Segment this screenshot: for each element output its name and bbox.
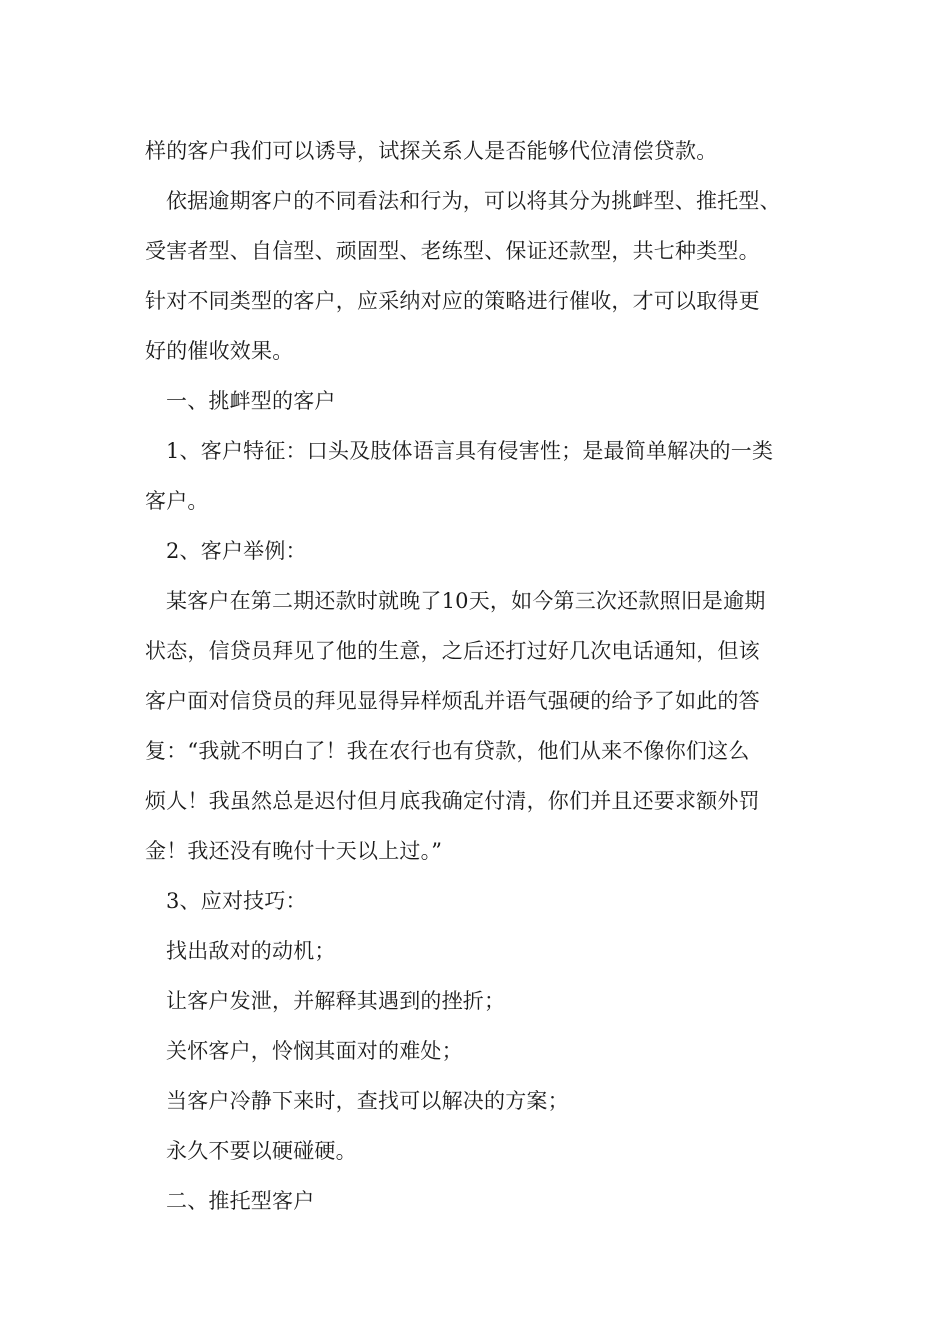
paragraph-line: 烦人！我虽然总是迟付但月底我确定付清，你们并且还要求额外罚 [145, 789, 760, 813]
paragraph-line: 受害者型、自信型、顽固型、老练型、保证还款型，共七种类型。 [145, 239, 760, 263]
paragraph-line: 针对不同类型的客户，应采纳对应的策略进行催收，才可以取得更 [145, 289, 760, 313]
paragraph-line: 客户面对信贷员的拜见显得异样烦乱并语气强硬的给予了如此的答 [145, 689, 760, 713]
list-item: 关怀客户，怜悯其面对的难处； [166, 1039, 463, 1063]
paragraph-line: 好的催收效果。 [145, 339, 294, 363]
paragraph-line: 某客户在第二期还款时就晚了10天，如今第三次还款照旧是逾期 [166, 589, 766, 613]
list-item: 找出敌对的动机； [166, 939, 336, 963]
paragraph-line: 客户。 [145, 489, 209, 513]
subheading: 3、应对技巧： [166, 889, 307, 913]
section-heading: 二、推托型客户 [166, 1189, 315, 1213]
paragraph-line: 1、客户特征：口头及肢体语言具有侵害性；是最简单解决的一类 [166, 439, 774, 463]
list-item: 永久不要以硬碰硬。 [166, 1139, 357, 1163]
paragraph-line: 状态，信贷员拜见了他的生意，之后还打过好几次电话通知，但该 [145, 639, 760, 663]
list-item: 让客户发泄，并解释其遇到的挫折； [166, 989, 506, 1013]
paragraph-line: 金！我还没有晚付十天以上过。” [145, 839, 443, 863]
paragraph-line: 样的客户我们可以诱导，试探关系人是否能够代位清偿贷款。 [145, 139, 718, 163]
section-heading: 一、挑衅型的客户 [166, 389, 336, 413]
subheading: 2、客户举例： [166, 539, 307, 563]
paragraph-line: 复：“我就不明白了！我在农行也有贷款，他们从来不像你们这么 [145, 739, 750, 763]
paragraph-line: 依据逾期客户的不同看法和行为，可以将其分为挑衅型、推托型、 [166, 189, 781, 213]
list-item: 当客户冷静下来时，查找可以解决的方案； [166, 1089, 569, 1113]
